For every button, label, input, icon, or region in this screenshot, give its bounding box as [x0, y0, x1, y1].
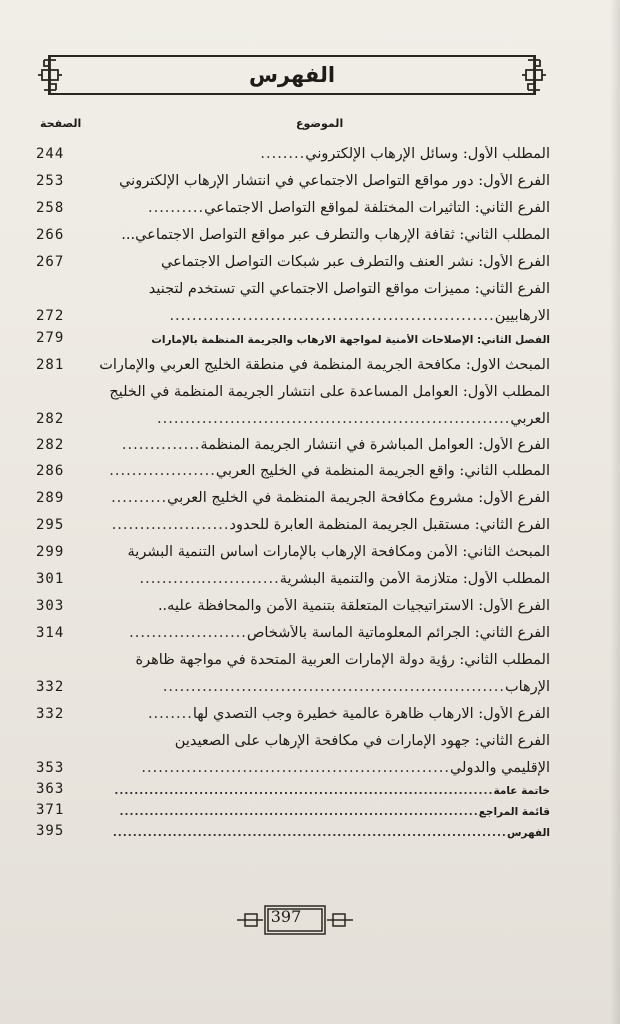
toc-entry: [36, 641, 550, 668]
toc-entry: [36, 453, 550, 479]
toc-entry-label: المبحث الثاني: الأمن ومكافحة الإرهاب بالإمارات أساس التنمية البشرية: [127, 544, 550, 560]
toc-leader-dots: ...............................................................: [157, 411, 511, 427]
toc-entry-label: المطلب الثاني: ثقافة الإرهاب والتطرف عبر مواقع التواصل الاجتماعي...: [121, 227, 550, 243]
toc-entry-label: المطلب الثاني: رؤية دولة الإمارات العربية المتحدة في مواجهة ظاهرة: [135, 652, 550, 668]
toc-entry: [36, 695, 550, 722]
toc-page-number: 301: [36, 571, 65, 587]
page-title: الفهرس: [248, 63, 336, 87]
toc-entry-label: الفرع الثاني: جهود الإمارات في مكافحة الإرهاب على الصعيدين: [174, 733, 550, 749]
toc-leader-dots: .......................................................: [141, 760, 450, 776]
toc-entry-label: الإقليمي والدولي: [449, 760, 550, 776]
toc-entry: [36, 776, 550, 797]
table-of-contents: [36, 136, 550, 839]
toc-entry: [36, 722, 550, 749]
toc-leader-dots: .........................: [139, 571, 280, 587]
toc-page-number: 371: [36, 802, 65, 818]
toc-leader-dots: ...............................................................................: [112, 827, 507, 839]
toc-page-number: 282: [36, 411, 65, 427]
toc-entry-text: [94, 200, 550, 216]
toc-entry-label: الفرع الثاني: مميزات مواقع التواصل الاجتماعي التي تستخدم لتجنيد: [148, 281, 550, 297]
toc-entry-label: الفرع الأول: الارهاب ظاهرة عالمية خطيرة وجب التصدي لها: [192, 706, 550, 722]
toc-entry-text: [94, 598, 550, 614]
toc-leader-dots: ...................: [109, 463, 216, 479]
toc-page-number: 266: [36, 227, 65, 243]
toc-entry: [36, 346, 550, 373]
toc-entry-label: العربي: [510, 411, 550, 427]
toc-entry-text: [94, 357, 550, 373]
toc-entry: [36, 560, 550, 587]
toc-entry: [36, 587, 550, 614]
toc-entry: [36, 136, 550, 162]
toc-page-number: 299: [36, 544, 65, 560]
toc-entry: [36, 270, 550, 297]
toc-entry-text: [94, 490, 550, 506]
toc-page-number: 289: [36, 490, 65, 506]
toc-entry-label: الفرع الثاني: مستقبل الجريمة المنظمة العابرة للحدود: [229, 517, 550, 533]
toc-entry-label: الفهرس: [506, 827, 550, 839]
toc-leader-dots: ..........................................................: [169, 308, 495, 324]
toc-entry-text: [94, 463, 550, 479]
toc-entry: [36, 324, 550, 346]
toc-entry: [36, 479, 550, 506]
toc-page-number: 332: [36, 706, 65, 722]
toc-entry-label: المطلب الثاني: واقع الجريمة المنظمة في الخليج العربي: [215, 463, 550, 479]
toc-page-number: 395: [36, 823, 65, 839]
toc-entry: [36, 506, 550, 533]
toc-entry-text: [94, 227, 550, 243]
toc-entry-text: [94, 173, 550, 189]
toc-entry-label: الفصل الثاني: الإصلاحات الأمنية لمواجهة الارهاب والجريمة المنظمة بالإمارات: [151, 334, 550, 346]
toc-page-number: 286: [36, 463, 65, 479]
column-header-page: الصفحة: [40, 117, 82, 130]
toc-leader-dots: ..............: [121, 437, 201, 453]
toc-entry-label: قائمة المراجع: [478, 806, 550, 818]
toc-entry-text: [94, 706, 550, 722]
toc-entry-label: الفرع الأول: الاستراتيجيات المتعلقة بتنمية الأمن والمحافظة عليه..: [157, 598, 550, 614]
toc-entry-text: [94, 384, 550, 400]
toc-page-number: 332: [36, 679, 65, 695]
toc-entry: [36, 162, 550, 189]
toc-entry: [36, 373, 550, 400]
toc-entry: [36, 533, 550, 560]
toc-entry: [36, 216, 550, 243]
column-header-topic: الموضوع: [296, 117, 344, 130]
toc-entry-label: الارهابيين: [494, 308, 550, 324]
toc-page-number: 353: [36, 760, 65, 776]
toc-entry-text: [94, 806, 550, 818]
page-number: 397: [270, 907, 302, 926]
toc-leader-dots: .....................: [129, 625, 247, 641]
toc-entry: [36, 243, 550, 270]
binding-shadow: [610, 0, 620, 1024]
toc-entry-text: [94, 625, 550, 641]
toc-entry-label: الفرع الثاني: الجرائم المعلوماتية الماسة بالأشخاص: [246, 625, 550, 641]
toc-page-number: 267: [36, 254, 65, 270]
toc-leader-dots: ..........: [147, 200, 205, 216]
toc-page-number: 279: [36, 330, 65, 346]
toc-entry-text: [94, 411, 550, 427]
toc-entry-label: الفرع الأول: نشر العنف والتطرف عبر شبكات التواصل الاجتماعي: [160, 254, 550, 270]
toc-leader-dots: .....................: [111, 517, 230, 533]
toc-page-number: 258: [36, 200, 65, 216]
toc-entry: [36, 189, 550, 216]
toc-entry-text: [94, 437, 550, 453]
toc-entry-text: [94, 254, 550, 270]
toc-entry-label: المطلب الأول: وسائل الإرهاب الإلكتروني: [305, 146, 550, 162]
toc-page-number: 253: [36, 173, 65, 189]
toc-page-number: 363: [36, 781, 65, 797]
toc-page-number: 281: [36, 357, 65, 373]
toc-entry-label: الفرع الثاني: التأثيرات المختلفة لمواقع التواصل الاجتماعي: [204, 200, 550, 216]
toc-entry-text: [94, 679, 550, 695]
toc-leader-dots: ............................................................................: [114, 785, 494, 797]
toc-page-number: 295: [36, 517, 65, 533]
toc-entry-label: الفرع الأول: دور مواقع التواصل الاجتماعي في انتشار الإرهاب الإلكتروني: [119, 173, 550, 189]
toc-leader-dots: ........: [147, 706, 193, 722]
toc-entry-text: [94, 652, 550, 668]
toc-entry-label: الفرع الأول: العوامل المباشرة في انتشار الجريمة المنظمة: [200, 437, 550, 453]
toc-page-number: 244: [36, 146, 65, 162]
toc-entry: [36, 614, 550, 641]
toc-page-number: 272: [36, 308, 65, 324]
toc-entry-text: [94, 308, 550, 324]
toc-entry-text: [94, 281, 550, 297]
toc-entry-text: [94, 827, 550, 839]
toc-leader-dots: ........: [260, 146, 306, 162]
toc-entry-text: [94, 517, 550, 533]
toc-entry: [36, 400, 550, 427]
toc-entry: [36, 297, 550, 324]
toc-leader-dots: .............................................................: [162, 679, 505, 695]
title-frame: [48, 55, 536, 95]
toc-entry-label: المطلب الأول: متلازمة الأمن والتنمية البشرية: [279, 571, 550, 587]
toc-entry-label: الإرهاب: [504, 679, 550, 695]
toc-entry-label: المطلب الأول: العوامل المساعدة على انتشار الجريمة المنظمة في الخليج: [109, 384, 550, 400]
toc-entry-text: [94, 571, 550, 587]
toc-leader-dots: ........................................................................: [119, 806, 479, 818]
toc-entry-label: خاتمة عامة: [493, 785, 550, 797]
toc-entry: [36, 818, 550, 839]
toc-leader-dots: ..........: [111, 490, 168, 506]
toc-entry-text: [94, 544, 550, 560]
toc-entry-text: [94, 785, 550, 797]
toc-entry-text: [94, 733, 550, 749]
toc-entry: [36, 668, 550, 695]
toc-entry-text: [94, 334, 550, 346]
toc-entry: [36, 749, 550, 776]
toc-entry-text: [94, 760, 550, 776]
toc-entry-text: [94, 146, 550, 162]
toc-entry-label: المبحث الاول: مكافحة الجريمة المنظمة في منطقة الخليج العربي والإمارات: [99, 357, 550, 373]
toc-entry: [36, 427, 550, 453]
toc-entry-label: الفرع الأول: مشروع مكافحة الجريمة المنظمة في الخليج العربي: [167, 490, 550, 506]
toc-page-number: 314: [36, 625, 65, 641]
toc-page-number: 282: [36, 437, 65, 453]
toc-entry: [36, 797, 550, 818]
toc-page-number: 303: [36, 598, 65, 614]
